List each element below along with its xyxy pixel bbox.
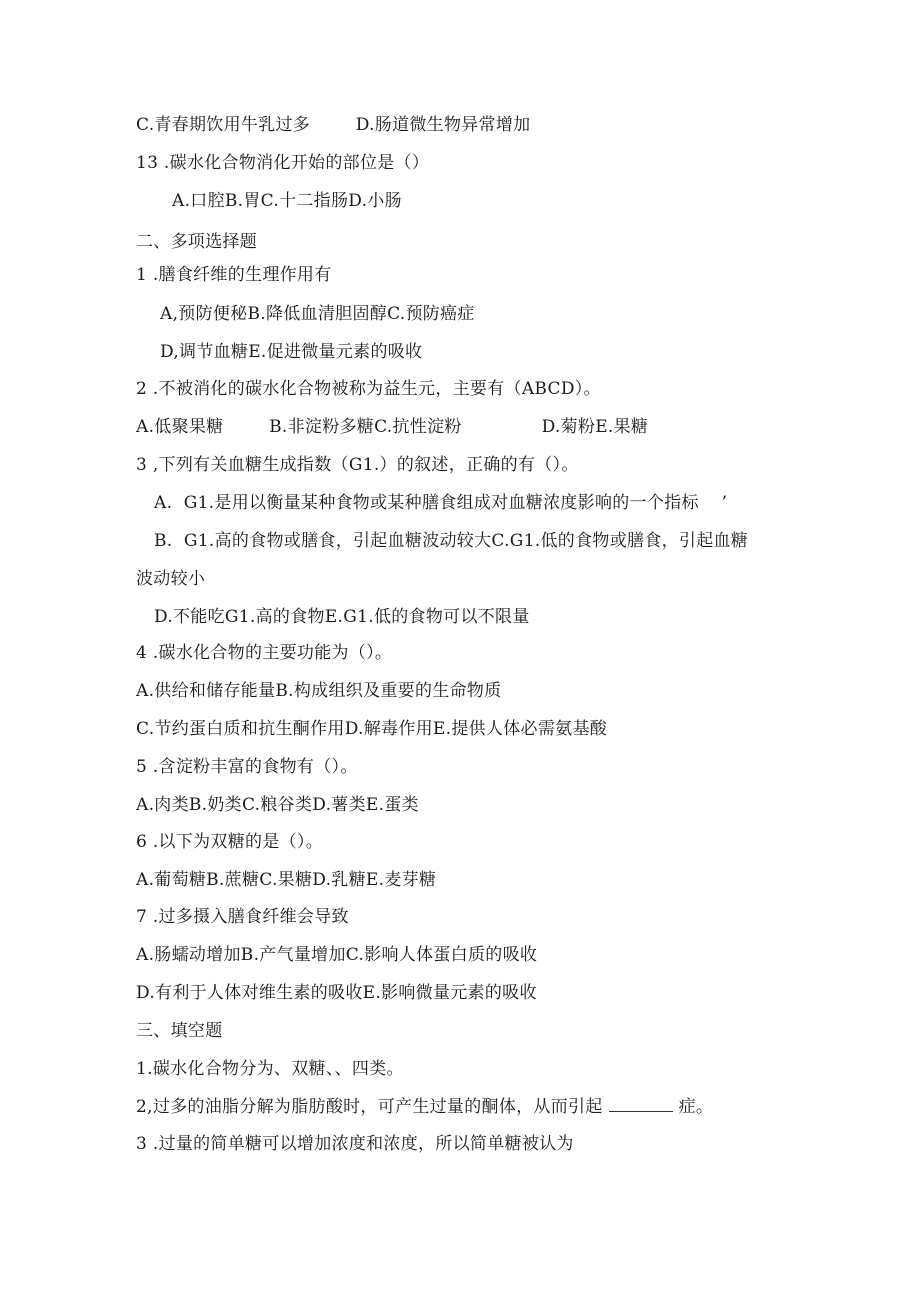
mq3-option-bc: B. G1.高的食物或膳食，引起血糖波动较大C.G1.低的食物或膳食，引起血糖 (154, 531, 749, 551)
section-multiple-choice-heading: 二、多项选择题 (136, 232, 258, 252)
mq1-options-de: D,调节血糖E.促进微量元素的吸收 (160, 342, 423, 362)
fq1-text: 1.碳水化合物分为、双糖、、四类。 (136, 1059, 404, 1079)
mq7-stem: 7 .过多摄入膳食纤维会导致 (136, 907, 349, 927)
fq2-text (136, 1095, 713, 1119)
mq6-stem: 6 .以下为双糖的是（）。 (136, 832, 324, 852)
mq3-stem: 3 ,下列有关血糖生成指数（G1.）的叙述，正确的有（）。 (136, 455, 579, 475)
mq4-stem: 4 .碳水化合物的主要功能为（）。 (136, 643, 393, 663)
mq1-options-abc: A,预防便秘B.降低血清胆固醇C.预防癌症 (160, 304, 475, 324)
mq5-options: A.肉类B.奶类C.粮谷类D.薯类E.蛋类 (136, 795, 419, 815)
q13-options: A.口腔B.胃C.十二指肠D.小肠 (172, 191, 402, 211)
mq1-stem: 1 .膳食纤维的生理作用有 (136, 265, 332, 285)
q13-stem: 13 .碳水化合物消化开始的部位是（） (136, 153, 430, 173)
mq5-stem: 5 .含淀粉丰富的食物有（）。 (136, 757, 358, 777)
mq4-options-cde: C.节约蛋白质和抗生酮作用D.解毒作用E.提供人体必需氨基酸 (136, 719, 608, 739)
fq2-answer-blank (609, 1095, 673, 1112)
mq3-option-bc-continued: 波动较小 (136, 569, 206, 589)
mq3-option-de: D.不能吃G1.高的食物E.G1.低的食物可以不限量 (154, 607, 530, 627)
q12-options-cd: C.青春期饮用牛乳过多 D.肠道微生物异常增加 (136, 115, 531, 135)
fq2-text-before-blank: 2,过多的油脂分解为脂肪酸时，可产生过量的酮体，从而引起 (136, 1097, 603, 1117)
fq3-text: 3 .过量的简单糖可以增加浓度和浓度，所以简单糖被认为 (136, 1134, 574, 1154)
section-fill-in-heading: 三、填空题 (136, 1021, 223, 1041)
mq2-stem: 2 .不被消化的碳水化合物被称为益生元，主要有（ABCD）。 (136, 379, 601, 399)
mq3-option-a: A. G1.是用以衡量某种食物或某种膳食组成对血糖浓度影响的一个指标 ’ (154, 493, 728, 513)
mq4-options-ab: A.供给和储存能量B.构成组织及重要的生命物质 (136, 681, 502, 701)
mq6-options: A.葡萄糖B.蔗糖C.果糖D.乳糖E.麦芽糖 (136, 870, 437, 890)
mq7-options-de: D.有利于人体对维生素的吸收E.影响微量元素的吸收 (136, 983, 537, 1003)
mq7-options-abc: A.肠蠕动增加B.产气量增加C.影响人体蛋白质的吸收 (136, 945, 538, 965)
mq2-options: A.低聚果糖 B.非淀粉多糖C.抗性淀粉 D.菊粉E.果糖 (136, 417, 649, 437)
fq2-text-after-blank: 症。 (678, 1097, 714, 1117)
